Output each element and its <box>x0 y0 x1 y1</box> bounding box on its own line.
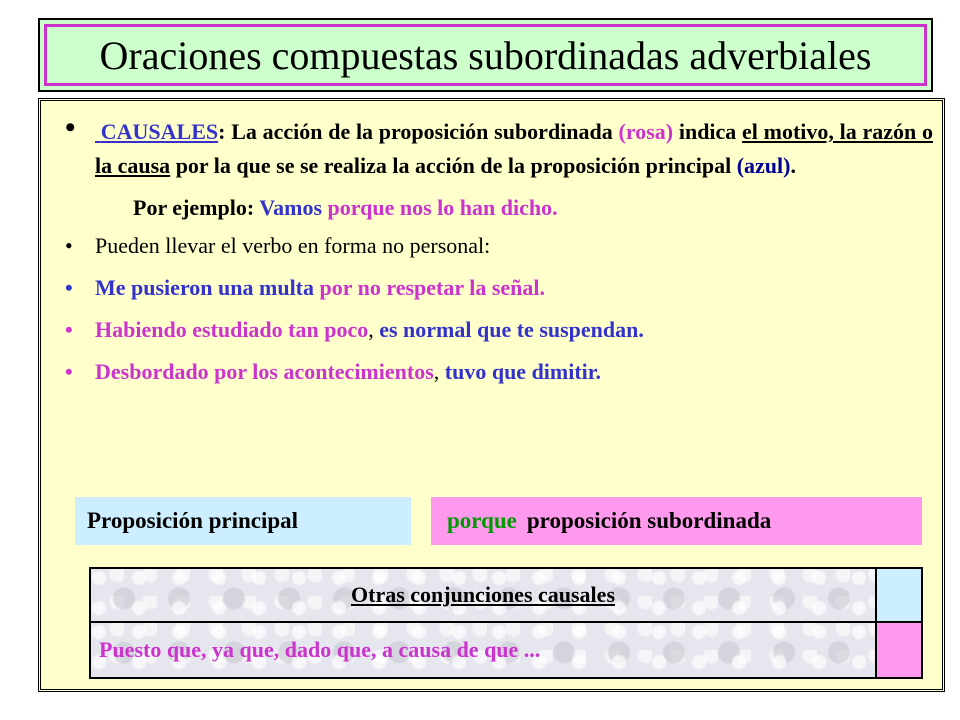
definition-end: . <box>790 153 796 178</box>
example-intro: Por ejemplo: <box>133 195 260 220</box>
table-header-text: Otras conjunciones causales <box>351 582 615 607</box>
azul-label: (azul) <box>736 153 791 178</box>
bullet-example-estudiado <box>53 313 933 347</box>
definition-text-3: por la que se se realiza la acción de la proposición principal <box>170 153 737 178</box>
definition-text-2: indica <box>673 119 743 144</box>
bullet-example-desbordado <box>53 355 933 389</box>
sub-clause: por no respetar la señal. <box>314 275 546 300</box>
main-clause: Me pusieron una multa <box>95 275 315 300</box>
underlined-text: el motivo, la razón o la causa <box>95 119 934 178</box>
table-side-cell-blue <box>875 569 921 623</box>
main-clause: tuvo que dimitir. <box>444 359 602 384</box>
comma: , <box>433 359 445 384</box>
table-side-cell-pink <box>875 623 921 677</box>
subordinada-label: proposición subordinada <box>526 508 772 533</box>
table-header <box>91 569 875 623</box>
rosa-label: (rosa) <box>618 119 674 144</box>
example-line <box>53 191 933 225</box>
conjunctions-table <box>89 567 923 679</box>
title-box <box>38 18 933 92</box>
example-sub: porque nos lo han dicho. <box>322 195 558 220</box>
bullet-causales <box>53 111 934 183</box>
bullet-list <box>53 111 934 389</box>
definition-text-1: La acción de la proposición subordinada <box>225 119 619 144</box>
bullet-example-multa <box>53 271 933 305</box>
sub-clause: Habiendo estudiado tan poco <box>95 317 369 342</box>
principal-label: Proposición principal <box>87 508 299 533</box>
porque-label: porque <box>447 508 517 533</box>
bullet-no-personal <box>53 229 933 263</box>
bullet-dot: • <box>65 275 73 300</box>
bullet-dot: • <box>65 359 73 384</box>
causales-label: CAUSALES <box>100 119 219 144</box>
bullet-dot: • <box>65 317 73 342</box>
sub-clause: Desbordado por los acontecimientos <box>95 359 434 384</box>
content-box <box>38 98 945 692</box>
comma: , <box>368 317 380 342</box>
bullet-dot: • <box>65 111 76 144</box>
title-frame <box>44 24 927 86</box>
table-row <box>91 623 875 677</box>
example-main: Vamos <box>259 195 323 220</box>
principal-box <box>75 497 411 545</box>
main-clause: es normal que te suspendan. <box>379 317 644 342</box>
colon: : <box>218 119 226 144</box>
subordinada-box <box>431 497 922 545</box>
bullet-text: Pueden llevar el verbo en forma no personal: <box>95 233 491 258</box>
bullet-dot: • <box>65 233 73 258</box>
slide-title: Oraciones compuestas subordinadas adverbiales <box>99 32 872 78</box>
table-row-text: Puesto que, ya que, dado que, a causa de que ... <box>99 637 541 662</box>
